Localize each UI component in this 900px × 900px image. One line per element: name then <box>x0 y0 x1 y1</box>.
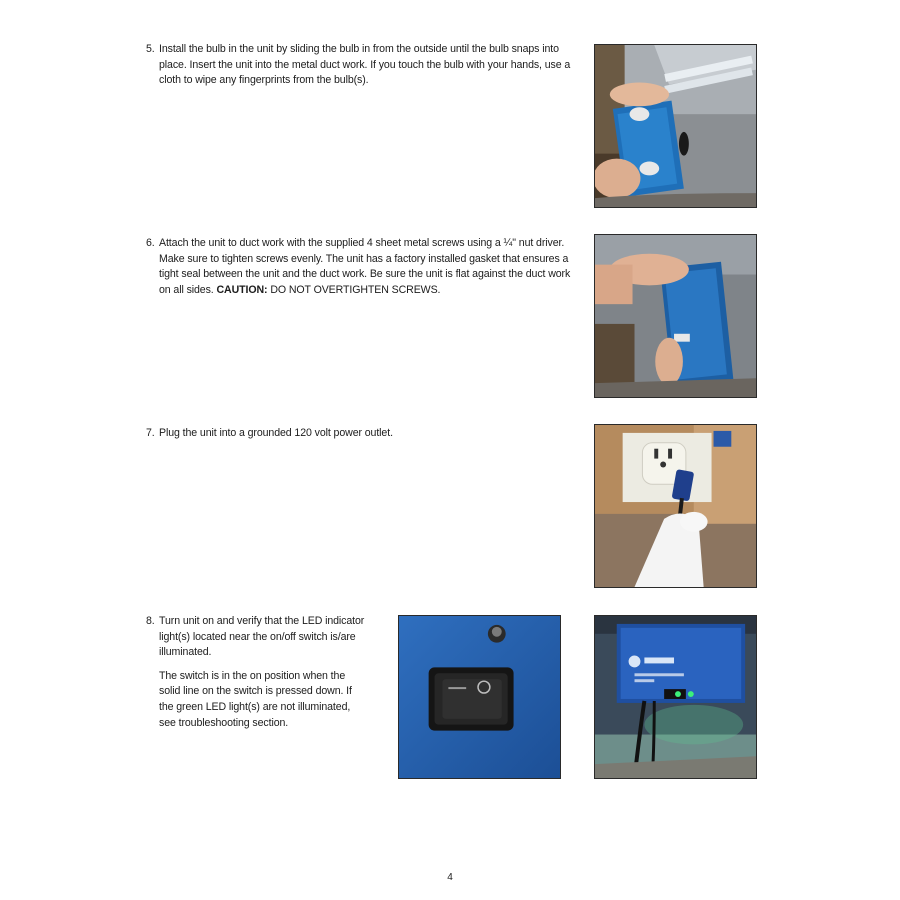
photo-plug-outlet <box>594 424 757 588</box>
caution-text: DO NOT OVERTIGHTEN SCREWS. <box>270 283 441 296</box>
step-text: Attach the unit to duct work with the supplied 4 sheet metal screws using a ¼" nut driver. Make sure to tighten screws evenly. The unit has a factory installed gasket that ensures a tight seal between the unit and the duct work. Be sure the unit is flat against the duct work on all sides. <box>159 237 571 296</box>
step-text: Install the bulb in the unit by sliding the bulb in from the outside until the bulb snaps into place. Insert the unit into the metal duct work. If you touch the bulb with your hands, use a cloth to wipe any fingerprints from the bulb(s). <box>159 43 571 87</box>
step-6 <box>146 236 578 306</box>
photo-rocker-switch <box>398 615 561 779</box>
step-8 <box>146 614 368 739</box>
step-text: Plug the unit into a grounded 120 volt power outlet. <box>159 427 393 439</box>
caution-label: CAUTION: <box>216 283 268 296</box>
step-5 <box>146 42 578 97</box>
step-text-secondary: The switch is in the on position when the solid line on the switch is pressed down. If the green LED light(s) are not illuminated, see troubleshooting section. <box>159 669 352 729</box>
step-number: 5. <box>146 43 155 55</box>
step-number: 6. <box>146 237 155 249</box>
step-text: Turn unit on and verify that the LED indicator light(s) located near the on/off switch is/are illuminated. <box>159 615 365 659</box>
photo-unit-led <box>594 615 757 779</box>
photo-attach-unit <box>594 234 757 398</box>
photo-install-bulb <box>594 44 757 208</box>
step-number: 7. <box>146 427 155 439</box>
page-number: 4 <box>447 872 453 883</box>
step-7 <box>146 426 578 450</box>
step-number: 8. <box>146 615 155 627</box>
